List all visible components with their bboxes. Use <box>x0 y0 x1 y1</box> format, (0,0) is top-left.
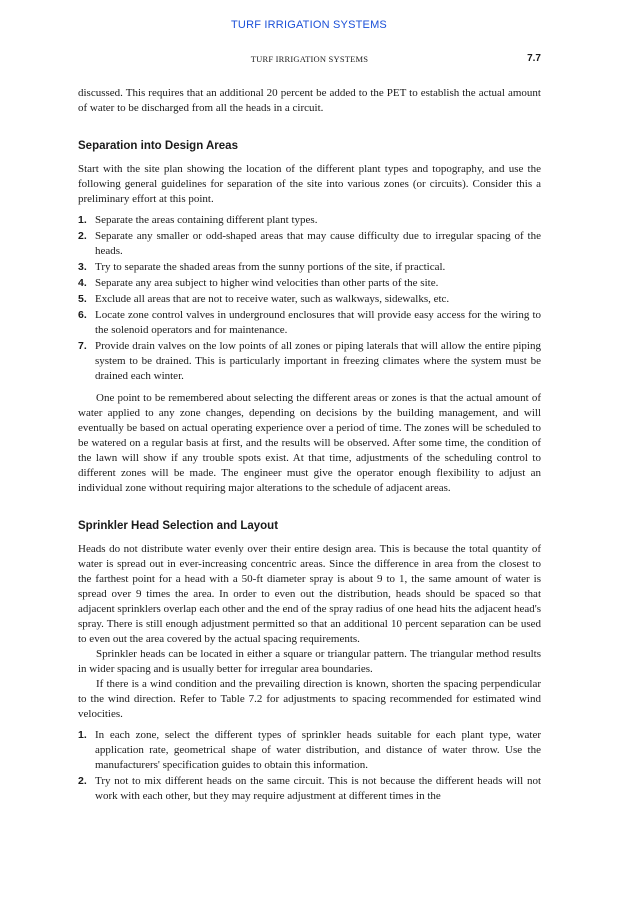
list-item-text: Try not to mix different heads on the same circuit. This is not because the different heads will not work with each other, but they may require adjustment at different times in the <box>95 775 541 802</box>
page-number: 7.7 <box>527 53 541 64</box>
body-paragraph: If there is a wind condition and the prevailing direction is known, shorten the spacing perpendicular to the wind direction. Refer to Table 7.2 for adjustments to spacing recommended for estimated wind velocities. <box>78 678 541 720</box>
list-item-text: Separate the areas containing different plant types. <box>95 214 318 226</box>
list-item-number: 1. <box>78 214 87 226</box>
selection-list <box>78 728 541 804</box>
list-item <box>78 774 541 804</box>
intro-paragraph: discussed. This requires that an additional 20 percent be added to the PET to establish the actual amount of water to be discharged from all the heads in a circuit. <box>78 87 541 114</box>
section-closing-paragraph: One point to be remembered about selecting the different areas or zones is that the actual amount of water applied to any zone changes, depending on decisions by the building management, and will eventually be based on actual operating experience over a period of time. The zones will be scheduled to be watered on a regular basis at first, and the results will be observed. After some time, the condition of the lawn will show if any trouble spots exist. At that time, adjustments of the scheduling control to different zones will be made. The engineer must give the operator enough flexibility to adjust an individual zone without requiring major alterations to the schedule of adjacent areas. <box>78 392 541 494</box>
section-intro-paragraph: Start with the site plan showing the location of the different plant types and topography, and use the following general guidelines for separation of the site into various zones (or circuits). Consider this a preliminary effort at this point. <box>78 163 541 205</box>
page-content <box>78 86 541 805</box>
list-item <box>78 308 541 338</box>
list-item-text: Provide drain valves on the low points of all zones or piping laterals that will allow the entire piping system to be drained. This is particularly important in freezing climates where the system must be drained each winter. <box>95 340 541 382</box>
list-item-text: In each zone, select the different types of sprinkler heads suitable for each plant type, water application rate, geometrical shape of water distribution, and distance of water throw. Use the manufacturers' specification guides to obtain this information. <box>95 729 541 771</box>
body-paragraph: Heads do not distribute water evenly over their entire design area. This is because the total quantity of water is spread out in ever-increasing concentric areas. Since the difference in area from the closest to the farthest point for a head with a 50-ft diameter spray is about 9 to 1, the same amount of water is spread over 9 times the area. In order to even out the distribution, heads should be spaced so that adjacent sprinklers overlap each other and the end of the spray radius of one head hits the adjacent head's spray. There is still enough adjustment permitted so that an additional 10 percent separation can be used to even out the area covered by the actual spacing requirements. <box>78 543 541 645</box>
list-item-number: 7. <box>78 340 87 352</box>
list-item-number: 4. <box>78 277 87 289</box>
list-item-number: 3. <box>78 261 87 273</box>
list-item-text: Separate any smaller or odd-shaped areas that may cause difficulty due to irregular spacing of the heads. <box>95 230 541 257</box>
list-item-text: Locate zone control valves in underground enclosures that will provide easy access for the wiring to the solenoid operators and for maintenance. <box>95 309 541 336</box>
list-item-number: 5. <box>78 293 87 305</box>
list-item-number: 2. <box>78 230 87 242</box>
list-item <box>78 292 541 307</box>
page-header <box>78 54 541 68</box>
running-head: TURF IRRIGATION SYSTEMS <box>231 19 387 31</box>
section-heading-sprinkler: Sprinkler Head Selection and Layout <box>78 520 279 532</box>
list-item-text: Try to separate the shaded areas from the sunny portions of the site, if practical. <box>95 261 446 273</box>
list-item <box>78 260 541 275</box>
list-item <box>78 229 541 259</box>
list-item-text: Exclude all areas that are not to receive water, such as walkways, sidewalks, etc. <box>95 293 450 305</box>
list-item-number: 2. <box>78 775 87 787</box>
list-item <box>78 213 541 228</box>
list-item-text: Separate any area subject to higher wind velocities than other parts of the site. <box>95 277 439 289</box>
list-item-number: 1. <box>78 729 87 741</box>
header-title: TURF IRRIGATION SYSTEMS <box>250 54 369 64</box>
list-item <box>78 339 541 384</box>
body-paragraph: Sprinkler heads can be located in either a square or triangular pattern. The triangular method results in wider spacing and is usually better for irregular area boundaries. <box>78 648 541 675</box>
list-item-number: 6. <box>78 309 87 321</box>
guideline-list <box>78 213 541 384</box>
list-item <box>78 276 541 291</box>
list-item <box>78 728 541 773</box>
section-heading-separation: Separation into Design Areas <box>78 140 238 152</box>
